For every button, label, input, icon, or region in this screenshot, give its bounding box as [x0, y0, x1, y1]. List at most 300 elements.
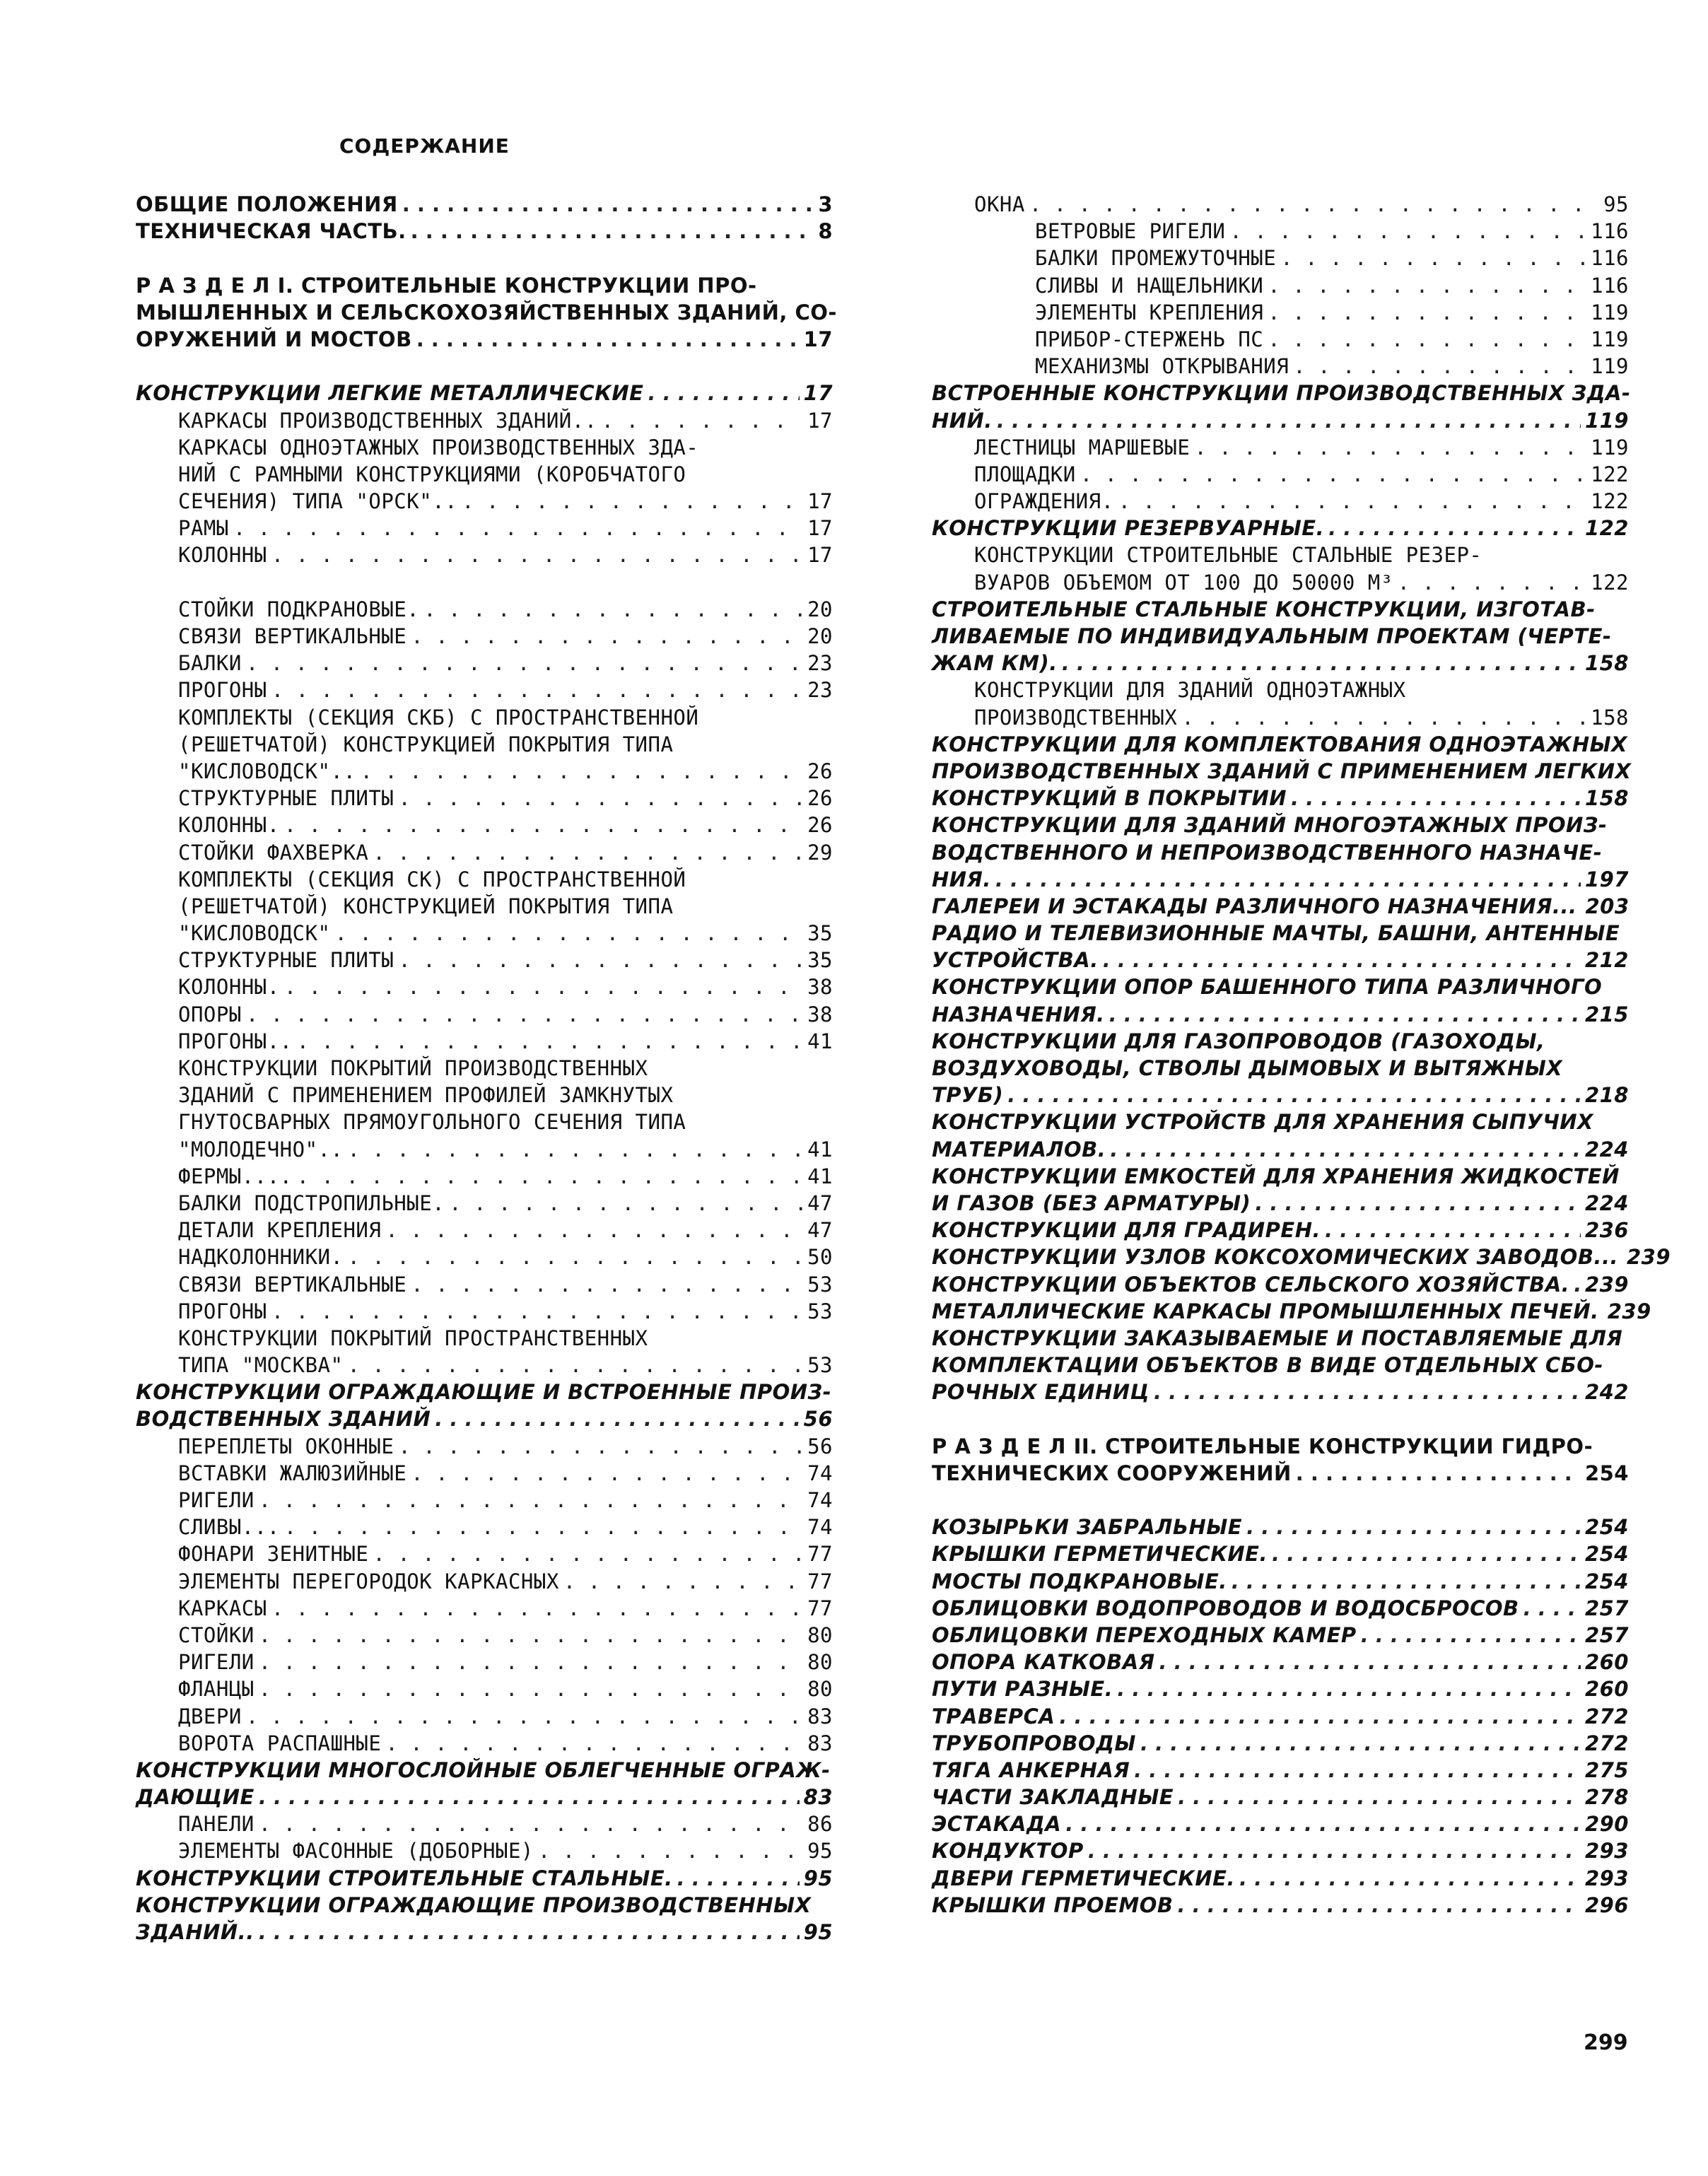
- toc-entry-page: 95: [1603, 192, 1629, 216]
- toc-entry[interactable]: [136, 1540, 833, 1567]
- toc-entry[interactable]: [932, 1784, 1629, 1811]
- toc-entry[interactable]: [136, 650, 833, 677]
- dot-leader: [347, 1244, 803, 1270]
- dot-leader: [677, 1865, 800, 1892]
- toc-entry-title: БАЛКИ ПОДСТРОПИЛЬНЫЕ.: [178, 1191, 445, 1215]
- dot-leader: [1361, 1622, 1581, 1649]
- toc-entry[interactable]: [136, 407, 833, 434]
- toc-line: Р А З Д Е Л II. СТРОИТЕЛЬНЫЕ КОНСТРУКЦИИ ГИДРО-: [932, 1434, 1593, 1458]
- toc-line: КОНСТРУКЦИИ СТРОИТЕЛЬНЫЕ СТАЛЬНЫЕ РЕЗЕР-: [974, 543, 1482, 568]
- toc-entry[interactable]: [136, 1514, 833, 1540]
- dot-leader: [1246, 1514, 1581, 1540]
- toc-entry[interactable]: [932, 299, 1629, 326]
- toc-entry-title: ВСТАВКИ ЖАЛЮЗИЙНЫЕ: [178, 1461, 407, 1485]
- dot-leader: [360, 758, 803, 785]
- dot-leader: [411, 218, 814, 245]
- toc-entry[interactable]: [932, 1298, 1651, 1325]
- dot-leader: [284, 812, 803, 838]
- dot-leader: [1109, 1001, 1581, 1028]
- toc-entry[interactable]: [136, 1433, 833, 1460]
- toc-entry[interactable]: [136, 380, 833, 406]
- toc-entry-title: СТРУКТУРНЫЕ ПЛИТЫ: [178, 786, 394, 811]
- dot-leader: [297, 1163, 803, 1190]
- toc-entry[interactable]: [136, 677, 833, 703]
- toc-entry-page: 56: [807, 1434, 833, 1458]
- toc-entry-title: КОНСТРУКЦИИ УЗЛОВ КОКСОХОМИЧЕСКИХ ЗАВОДОВ...: [932, 1245, 1618, 1270]
- toc-entry-page: 116: [1591, 219, 1629, 244]
- dot-leader: [402, 191, 814, 218]
- toc-entry-page: 239: [1627, 1245, 1671, 1270]
- toc-entry-page: 53: [807, 1299, 833, 1323]
- toc-entry[interactable]: [136, 1595, 833, 1622]
- toc-entry[interactable]: [932, 569, 1629, 596]
- toc-entry[interactable]: [136, 1865, 833, 1892]
- toc-line: ВОЗДУХОВОДЫ, СТВОЛЫ ДЫМОВЫХ И ВЫТЯЖНЫХ: [932, 1056, 1563, 1080]
- dot-leader: [1229, 218, 1586, 245]
- toc-entry-page: 119: [1591, 327, 1629, 351]
- toc-entry-title: НАДКОЛОННИКИ.: [178, 1245, 344, 1270]
- toc-entry[interactable]: [136, 947, 833, 973]
- toc-entry-title: КОЗЫРЬКИ ЗАБРАЛЬНЫЕ: [932, 1515, 1243, 1540]
- toc-entry[interactable]: [932, 704, 1629, 731]
- toc-entry-page: 215: [1584, 1002, 1629, 1026]
- toc-entry-title: ЭЛЕМЕНТЫ КРЕПЛЕНИЯ: [1035, 300, 1264, 324]
- toc-entry-page: 122: [1584, 516, 1629, 541]
- toc-entry[interactable]: [136, 1405, 833, 1432]
- toc-entry-page: 74: [807, 1461, 833, 1485]
- dot-leader: [259, 1675, 803, 1702]
- page-title: СОДЕРЖАНИЕ: [339, 134, 510, 158]
- dot-leader: [411, 1271, 803, 1298]
- toc-entry-page: 293: [1584, 1839, 1629, 1864]
- toc-entry-page: 17: [807, 516, 833, 541]
- toc-entry[interactable]: [932, 1568, 1629, 1595]
- dot-leader: [271, 1298, 803, 1325]
- toc-entry-page: 260: [1584, 1650, 1629, 1675]
- toc-entry-page: 53: [807, 1272, 833, 1297]
- toc-entry[interactable]: [136, 1622, 833, 1649]
- toc-entry-page: 212: [1584, 948, 1629, 973]
- toc-line: КОНСТРУКЦИИ ЕМКОСТЕЙ ДЛЯ ХРАНЕНИЯ ЖИДКОСТЕЙ: [932, 1164, 1620, 1188]
- toc-entry-title: ГАЛЕРЕИ И ЭСТАКАДЫ РАЗЛИЧНОГО НАЗНАЧЕНИЯ...: [932, 894, 1577, 918]
- toc-entry-title: ДЕТАЛИ КРЕПЛЕНИЯ: [178, 1218, 382, 1243]
- dot-leader: [648, 380, 799, 406]
- dot-leader: [416, 326, 800, 353]
- toc-entry-title: СТОЙКИ ПОДКРАНОВЫЕ.: [178, 597, 420, 621]
- dot-leader: [1181, 704, 1586, 731]
- toc-entry-page: 257: [1584, 1622, 1629, 1647]
- toc-entry-page: 158: [1591, 705, 1629, 730]
- toc-entry[interactable]: [136, 1190, 833, 1217]
- dot-leader: [1272, 1540, 1581, 1567]
- toc-entry-page: 77: [807, 1542, 833, 1567]
- dot-leader: [1080, 461, 1586, 488]
- dot-leader: [1134, 1757, 1581, 1784]
- toc-entry-title: РАМЫ: [178, 516, 229, 541]
- toc-entry-page: 278: [1584, 1785, 1629, 1810]
- toc-line: ВОДСТВЕННОГО И НЕПРОИЗВОДСТВЕННОГО НАЗНАЧЕ-: [932, 840, 1603, 865]
- spacer: [136, 353, 833, 380]
- spacer: [932, 1405, 1629, 1432]
- toc-entry-page: 38: [807, 1002, 833, 1026]
- toc-entry[interactable]: [136, 973, 833, 1000]
- dot-leader: [284, 1514, 803, 1540]
- toc-entry-title: ЭЛЕМЕНТЫ ПЕРЕГОРОДОК КАРКАСНЫХ: [178, 1569, 559, 1593]
- toc-entry-page: 254: [1584, 1569, 1629, 1593]
- toc-entry[interactable]: [136, 1136, 833, 1163]
- toc-entry-page: 17: [803, 327, 833, 351]
- toc-entry[interactable]: [136, 785, 833, 812]
- dot-leader: [373, 1540, 803, 1567]
- dot-leader: [1088, 1837, 1581, 1864]
- toc-entry-page: 17: [807, 489, 833, 514]
- toc-entry-page: 272: [1584, 1731, 1629, 1755]
- toc-entry[interactable]: [932, 461, 1629, 488]
- dot-leader: [246, 1703, 803, 1730]
- toc-entry[interactable]: [136, 1298, 833, 1325]
- toc-entry-title: ПЛОЩАДКИ: [974, 462, 1076, 486]
- toc-entry[interactable]: [932, 1649, 1629, 1675]
- toc-entry[interactable]: [932, 1730, 1629, 1757]
- toc-entry-title: ЛЕСТНИЦЫ МАРШЕВЫЕ: [974, 435, 1191, 460]
- toc-entry[interactable]: [932, 1892, 1629, 1919]
- toc-line: КОНСТРУКЦИИ ПОКРЫТИЙ ПРОСТРАНСТВЕННЫХ: [178, 1326, 648, 1350]
- toc-entry-title: МАТЕРИАЛОВ.: [932, 1137, 1106, 1162]
- toc-entry-title: РИГЕЛИ: [178, 1650, 255, 1675]
- toc-entry[interactable]: [932, 1703, 1629, 1730]
- toc-entry[interactable]: [136, 1784, 833, 1811]
- dot-leader: [538, 1837, 803, 1864]
- dot-leader: [385, 1217, 803, 1244]
- toc-entry-title: ТЕХНИЧЕСКАЯ ЧАСТЬ.: [136, 219, 406, 244]
- toc-entry[interactable]: [136, 218, 833, 245]
- toc-entry-title: ОГРАЖДЕНИЯ.: [974, 489, 1114, 514]
- toc-entry-page: 224: [1584, 1137, 1629, 1162]
- toc-entry-page: 41: [807, 1137, 833, 1162]
- toc-entry-page: 122: [1591, 462, 1629, 486]
- toc-entry[interactable]: [136, 1001, 833, 1028]
- toc-entry-page: 26: [807, 759, 833, 783]
- toc-entry[interactable]: [932, 1136, 1629, 1163]
- toc-entry-title: КОЛОННЫ.: [178, 975, 280, 1000]
- toc-entry-title: ДВЕРИ: [178, 1704, 242, 1728]
- toc-entry[interactable]: [136, 1271, 833, 1298]
- toc-entry[interactable]: [932, 1595, 1629, 1622]
- dot-leader: [995, 866, 1581, 893]
- toc-line: ГНУТОСВАРНЫХ ПРЯМОУГОЛЬНОГО СЕЧЕНИЯ ТИПА: [178, 1110, 686, 1135]
- dot-leader: [1065, 1811, 1581, 1837]
- toc-entry[interactable]: [136, 515, 833, 542]
- toc-entry[interactable]: [136, 1163, 833, 1190]
- toc-entry[interactable]: [932, 353, 1629, 380]
- toc-entry[interactable]: [136, 1919, 833, 1946]
- toc-entry[interactable]: [136, 623, 833, 650]
- toc-entry[interactable]: [932, 1675, 1629, 1702]
- toc-line: КОНСТРУКЦИИ ЗАКАЗЫВАЕМЫЕ И ПОСТАВЛЯЕМЫЕ ДЛЯ: [932, 1326, 1623, 1350]
- toc-entry-page: 197: [1584, 867, 1629, 891]
- dot-leader: [1268, 272, 1586, 299]
- toc-entry-title: ТРАВЕРСА: [932, 1704, 1055, 1728]
- toc-entry[interactable]: [136, 758, 833, 785]
- toc-entry-page: 53: [807, 1353, 833, 1378]
- toc-entry-title: ТРУБОПРОВОДЫ: [932, 1731, 1136, 1755]
- toc-entry[interactable]: [932, 785, 1629, 812]
- dot-leader: [297, 1028, 803, 1055]
- toc-entry-page: 293: [1584, 1866, 1629, 1890]
- toc-line: КОМПЛЕКТЫ (СЕКЦИЯ СКБ) С ПРОСТРАНСТВЕННОЙ: [178, 705, 699, 730]
- toc-entry[interactable]: [932, 1540, 1629, 1567]
- dot-leader: [435, 1405, 799, 1432]
- toc-entry[interactable]: [932, 893, 1629, 920]
- toc-entry-title: ОПОРА КАТКОВАЯ: [932, 1650, 1155, 1675]
- toc-entry[interactable]: [136, 1730, 833, 1757]
- toc-entry-title: ЭСТАКАДА: [932, 1812, 1062, 1837]
- toc-entry[interactable]: [932, 488, 1629, 515]
- toc-entry[interactable]: [932, 407, 1629, 434]
- toc-entry-title: СЛИВЫ...: [178, 1515, 280, 1540]
- toc-entry-page: 95: [803, 1920, 833, 1944]
- dot-leader: [602, 407, 803, 434]
- toc-line: КОНСТРУКЦИИ ОГРАЖДАЮЩИЕ И ВСТРОЕННЫЕ ПРОИЗ-: [136, 1380, 832, 1405]
- toc-entry[interactable]: [932, 1865, 1629, 1892]
- toc-entry[interactable]: [932, 1190, 1629, 1217]
- toc-entry-page: 236: [1584, 1218, 1629, 1243]
- toc-entry-page: 83: [803, 1785, 833, 1810]
- dot-leader: [1178, 1784, 1581, 1811]
- toc-line: (РЕШЕТЧАТОЙ) КОНСТРУКЦИЕЙ ПОКРЫТИЯ ТИПА: [178, 894, 674, 918]
- toc-entry-page: 86: [807, 1812, 833, 1837]
- toc-entry-page: 95: [803, 1866, 833, 1890]
- toc-entry[interactable]: [136, 1837, 833, 1864]
- toc-entry[interactable]: [136, 1028, 833, 1055]
- dot-leader: [284, 973, 803, 1000]
- toc-entry[interactable]: [136, 1487, 833, 1514]
- toc-line: КОНСТРУКЦИИ ДЛЯ КОМПЛЕКТОВАНИЯ ОДНОЭТАЖНЫХ: [932, 732, 1628, 756]
- toc-entry[interactable]: [136, 920, 833, 947]
- toc-entry-title: СЕЧЕНИЯ) ТИПА "ОРСК"..: [178, 489, 458, 514]
- toc-entry-title: ВУАРОВ ОБЪЕМОМ ОТ 100 ДО 50000 М³: [974, 570, 1393, 595]
- toc-entry[interactable]: [932, 434, 1629, 461]
- toc-entry-title: СЛИВЫ И НАЩЕЛЬНИКИ: [1035, 273, 1264, 298]
- toc-entry-page: 119: [1584, 408, 1629, 433]
- toc-entry[interactable]: [932, 326, 1629, 353]
- toc-entry-page: 239: [1607, 1299, 1651, 1323]
- dot-leader: [563, 1568, 803, 1595]
- toc-entry[interactable]: [136, 1352, 833, 1379]
- toc-entry-title: ОБЩИЕ ПОЛОЖЕНИЯ: [136, 192, 398, 216]
- dot-leader: [1059, 1703, 1581, 1730]
- toc-entry[interactable]: [136, 1703, 833, 1730]
- toc-entry-page: 254: [1584, 1461, 1629, 1485]
- toc-entry-title: СВЯЗИ ВЕРТИКАЛЬНЫЕ: [178, 624, 407, 648]
- toc-entry-page: 80: [807, 1677, 833, 1702]
- dot-leader: [1523, 1595, 1581, 1622]
- toc-entry-title: КАРКАСЫ: [178, 1596, 267, 1620]
- dot-leader: [259, 1784, 800, 1811]
- toc-entry-page: 74: [807, 1488, 833, 1512]
- toc-entry-page: 254: [1584, 1542, 1629, 1567]
- toc-entry-title: ПУТИ РАЗНЫЕ.: [932, 1677, 1113, 1702]
- dot-leader: [259, 1622, 803, 1649]
- dot-leader: [1118, 488, 1587, 515]
- toc-entry[interactable]: [136, 1244, 833, 1270]
- toc-entry[interactable]: [136, 1649, 833, 1675]
- toc-entry-title: "КИСЛОВОДСК": [178, 921, 331, 946]
- dot-leader: [1007, 1082, 1581, 1109]
- toc-entry[interactable]: [932, 515, 1629, 542]
- toc-entry-page: 83: [807, 1704, 833, 1728]
- toc-line: ЛИВАЕМЫЕ ПО ИНДИВИДУАЛЬНЫМ ПРОЕКТАМ (ЧЕРТЕ-: [932, 624, 1612, 648]
- toc-entry-page: 35: [807, 948, 833, 973]
- toc-entry-title: КРЫШКИ ГЕРМЕТИЧЕСКИЕ.: [932, 1542, 1268, 1567]
- toc-entry-page: 116: [1591, 246, 1629, 271]
- toc-entry-title: ЭЛЕМЕНТЫ ФАСОННЫЕ (ДОБОРНЫЕ): [178, 1839, 534, 1864]
- toc-entry-title: ПРИБОР-СТЕРЖЕНЬ ПС: [1035, 327, 1264, 351]
- toc-entry[interactable]: [932, 1001, 1629, 1028]
- dot-leader: [259, 1487, 803, 1514]
- toc-entry-page: 254: [1584, 1515, 1629, 1540]
- toc-entry[interactable]: [932, 1379, 1629, 1405]
- toc-entry[interactable]: [932, 245, 1629, 271]
- toc-entry-page: 83: [807, 1731, 833, 1755]
- toc-line: ВСТРОЕННЫЕ КОНСТРУКЦИИ ПРОИЗВОДСТВЕННЫХ ЗДА-: [932, 381, 1631, 406]
- toc-entry[interactable]: [932, 947, 1629, 973]
- toc-entry-title: ФОНАРИ ЗЕНИТНЫЕ: [178, 1542, 369, 1567]
- toc-entry-title: ВОДСТВЕННЫХ ЗДАНИЙ: [136, 1407, 431, 1432]
- toc-line: МЫШЛЕННЫХ И СЕЛЬСКОХОЗЯЙСТВЕННЫХ ЗДАНИЙ, СО-: [136, 300, 837, 324]
- toc-line: КОМПЛЕКТАЦИИ ОБЪЕКТОВ В ВИДЕ ОТДЕЛЬНЫХ СБО-: [932, 1353, 1603, 1378]
- toc-entry[interactable]: [136, 1217, 833, 1244]
- toc-entry-page: 119: [1591, 300, 1629, 324]
- toc-entry-page: 17: [807, 408, 833, 433]
- toc-entry-title: ЧАСТИ ЗАКЛАДНЫЕ: [932, 1785, 1174, 1810]
- dot-leader: [1255, 1190, 1581, 1217]
- toc-entry-title: МЕХАНИЗМЫ ОТКРЫВАНИЯ: [1035, 354, 1289, 379]
- dot-leader: [271, 542, 803, 568]
- toc-entry[interactable]: [136, 488, 833, 515]
- toc-entry[interactable]: [136, 1568, 833, 1595]
- dot-leader: [1268, 299, 1586, 326]
- toc-entry-title: МЕТАЛЛИЧЕСКИЕ КАРКАСЫ ПРОМЫШЛЕННЫХ ПЕЧЕЙ.: [932, 1299, 1599, 1323]
- toc-line: КОНСТРУКЦИИ ОПОР БАШЕННОГО ТИПА РАЗЛИЧНОГО: [932, 975, 1603, 1000]
- dot-leader: [1280, 245, 1586, 271]
- toc-line: КОНСТРУКЦИИ ПОКРЫТИЙ ПРОИЗВОДСТВЕННЫХ: [178, 1056, 648, 1080]
- dot-leader: [1029, 191, 1599, 218]
- toc-entry[interactable]: [136, 191, 833, 218]
- toc-entry-page: 35: [807, 921, 833, 946]
- toc-entry[interactable]: [932, 1244, 1671, 1270]
- toc-entry-page: 158: [1584, 651, 1629, 676]
- toc-entry-title: КОЛОННЫ: [178, 543, 267, 568]
- dot-leader: [1178, 1892, 1581, 1919]
- toc-entry-page: 41: [807, 1029, 833, 1053]
- dot-leader: [1239, 1865, 1581, 1892]
- toc-entry-page: 77: [807, 1569, 833, 1593]
- dot-leader: [1117, 1675, 1581, 1702]
- toc-entry-page: 275: [1584, 1757, 1629, 1782]
- toc-entry[interactable]: [932, 218, 1629, 245]
- toc-line: КОМПЛЕКТЫ (СЕКЦИЯ СК) С ПРОСТРАНСТВЕННОЙ: [178, 867, 686, 891]
- dot-leader: [259, 1919, 800, 1946]
- toc-entry-page: 257: [1584, 1596, 1629, 1620]
- dot-leader: [398, 947, 803, 973]
- dot-leader: [449, 1190, 803, 1217]
- toc-entry-title: "КИСЛОВОДСК"..: [178, 759, 356, 783]
- dot-leader: [1110, 1136, 1581, 1163]
- toc-entry[interactable]: [136, 326, 833, 353]
- dot-leader: [1103, 947, 1581, 973]
- toc-entry-title: РОЧНЫХ ЕДИНИЦ: [932, 1380, 1150, 1405]
- toc-entry-title: ТРУБ): [932, 1083, 1004, 1108]
- toc-entry[interactable]: [136, 542, 833, 568]
- dot-leader: [462, 488, 803, 515]
- toc-entry[interactable]: [932, 191, 1629, 218]
- toc-entry-title: УСТРОЙСТВА.: [932, 948, 1099, 973]
- toc-entry-title: "МОЛОДЕЧНО"..: [178, 1137, 344, 1162]
- toc-line: СТРОИТЕЛЬНЫЕ СТАЛЬНЫЕ КОНСТРУКЦИИ, ИЗГОТАВ-: [932, 597, 1596, 621]
- dot-leader: [1159, 1649, 1581, 1675]
- toc-entry[interactable]: [932, 866, 1629, 893]
- toc-entry[interactable]: [136, 1811, 833, 1837]
- toc-entry[interactable]: [136, 596, 833, 623]
- toc-entry[interactable]: [932, 1514, 1629, 1540]
- toc-entry-title: ПРОГОНЫ..: [178, 1029, 293, 1053]
- toc-entry[interactable]: [932, 1811, 1629, 1837]
- dot-leader: [1291, 785, 1581, 812]
- toc-entry-title: ВЕТРОВЫЕ РИГЕЛИ: [1035, 219, 1226, 244]
- toc-entry-title: ПРОГОНЫ: [178, 1299, 267, 1323]
- toc-entry[interactable]: [932, 1217, 1629, 1244]
- dot-leader: [271, 1595, 803, 1622]
- toc-entry[interactable]: [932, 272, 1629, 299]
- toc-entry-title: КОНСТРУКЦИИ СТРОИТЕЛЬНЫЕ СТАЛЬНЫЕ.: [136, 1866, 673, 1890]
- toc-entry-page: 218: [1584, 1083, 1629, 1108]
- dot-leader: [1232, 1568, 1581, 1595]
- toc-line: ЗДАНИЙ С ПРИМЕНЕНИЕМ ПРОФИЛЕЙ ЗАМКНУТЫХ: [178, 1083, 674, 1108]
- toc-entry[interactable]: [932, 1271, 1629, 1298]
- toc-entry-title: ДВЕРИ ГЕРМЕТИЧЕСКИЕ.: [932, 1866, 1235, 1890]
- toc-entry[interactable]: [932, 1622, 1629, 1649]
- toc-entry[interactable]: [932, 650, 1629, 677]
- toc-entry[interactable]: [136, 839, 833, 866]
- toc-entry-page: 47: [807, 1218, 833, 1243]
- toc-entry-title: БАЛКИ ПРОМЕЖУТОЧНЫЕ: [1035, 246, 1277, 271]
- toc-entry[interactable]: [932, 1837, 1629, 1864]
- dot-leader: [1296, 1460, 1581, 1487]
- toc-entry-page: 260: [1584, 1677, 1629, 1702]
- dot-leader: [259, 1811, 803, 1837]
- toc-entry[interactable]: [932, 1082, 1629, 1109]
- toc-line: (РЕШЕТЧАТОЙ) КОНСТРУКЦИЕЙ ПОКРЫТИЯ ТИПА: [178, 732, 674, 756]
- toc-entry-page: 296: [1584, 1893, 1629, 1917]
- toc-line: РАДИО И ТЕЛЕВИЗИОННЫЕ МАЧТЫ, БАШНИ, АНТЕННЫЕ: [932, 921, 1620, 946]
- dot-leader: [347, 1136, 803, 1163]
- dot-leader: [423, 596, 803, 623]
- toc-entry[interactable]: [136, 1675, 833, 1702]
- dot-leader: [1268, 326, 1586, 353]
- toc-entry[interactable]: [136, 1460, 833, 1487]
- toc-line: КАРКАСЫ ОДНОЭТАЖНЫХ ПРОИЗВОДСТВЕННЫХ ЗДА-: [178, 435, 699, 460]
- dot-leader: [385, 1730, 803, 1757]
- toc-entry-page: 242: [1584, 1380, 1629, 1405]
- toc-entry-page: 239: [1584, 1272, 1629, 1297]
- spacer: [136, 569, 833, 596]
- toc-entry-title: ЗДАНИЙ..: [136, 1920, 255, 1944]
- toc-entry[interactable]: [932, 1460, 1629, 1487]
- toc-entry[interactable]: [136, 812, 833, 838]
- toc-line: НИЙ С РАМНЫМИ КОНСТРУКЦИЯМИ (КОРОБЧАТОГО: [178, 462, 686, 486]
- toc-entry[interactable]: [932, 1757, 1629, 1784]
